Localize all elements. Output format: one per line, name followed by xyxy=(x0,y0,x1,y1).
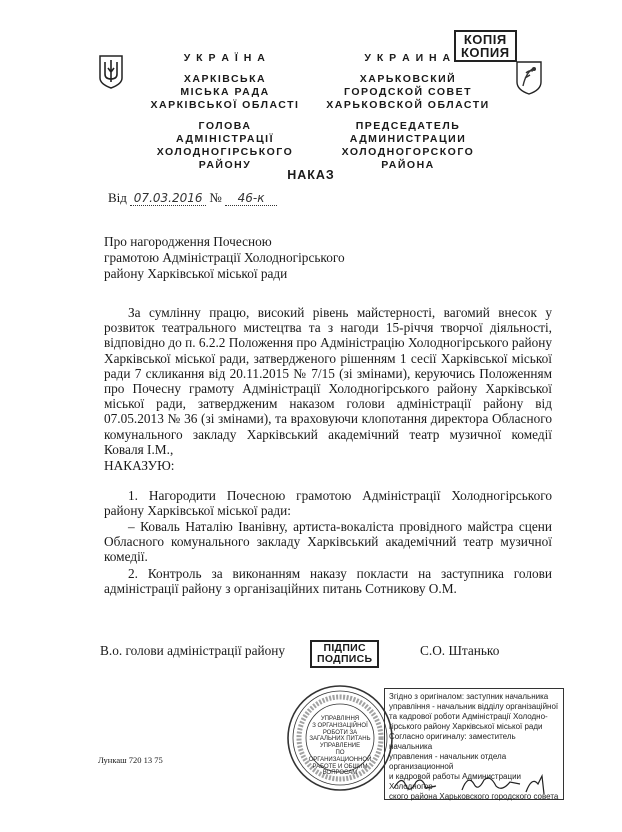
seal-line: УПРАВЛЕНИЕ xyxy=(319,743,361,750)
seal-line: З ОРГАНІЗАЦІЙНОЇ xyxy=(312,722,368,729)
seal-line: РАБОТЕ И ОБЩИМ xyxy=(312,763,368,770)
signature-stamp xyxy=(310,640,379,668)
seal-line: УПРАВЛІННЯ xyxy=(320,716,360,722)
header-right-country: У К Р А И Н А xyxy=(364,52,452,64)
header-left-line3: ХАРКІВСЬКОЇ ОБЛАСТІ xyxy=(150,99,300,111)
certify-line: Согласно оригиналу: заместитель начальника xyxy=(389,732,516,751)
number-label: № xyxy=(209,190,222,205)
order-item-1: 1. Нагородити Почесною грамотою Адміністрації Холодногірського району Харківської міської ради: xyxy=(104,488,552,519)
certify-line: и кадровой работы Администрации Холодногор- xyxy=(389,772,522,791)
copy-stamp xyxy=(454,30,517,62)
header-right xyxy=(318,52,498,172)
signature-stamp-ru: ПОДПИСЬ xyxy=(317,653,373,665)
certify-line: управления - начальник отдела организационной xyxy=(389,752,507,771)
header-left-country: У К Р А Ї Н А xyxy=(183,52,267,64)
certify-line: та кадрової роботи Адміністрації Холодно- xyxy=(389,712,548,721)
subject xyxy=(104,234,345,282)
preamble-paragraph: За сумлінну працю, високий рівень майстерності, вагомий внесок у розвиток театрального мистецтва та з нагоди 15-річчя творчої діяльності, відповідно до п. 6.2.2 Положення про Адміністрацію Холодногірського району Харківської міської ради, затвердженого рішенням 1 сесії Харківської міської ради 7 скликання від 20.11.2015 № 7/15 (зі змінами), керуючись Положенням про Почесну грамоту Адміністрації Холодногірського району Харківської міської ради, затвердженим наказом голови адміністрації району від 07.05.2013 № 36 (зі змінами), та враховуючи клопотання директора Обласного комунального закладу Харківський академічний театр музичної комедії Коваля І.М., xyxy=(104,305,552,457)
subject-line: Про нагородження Почесною xyxy=(104,234,272,249)
order-item-2: 2. Контроль за виконанням наказу покласти на заступника голови адміністрації району з організаційних питань Сотникову О.М. xyxy=(104,566,552,597)
signature-stamp-ua: ПІДПИС xyxy=(323,642,366,654)
executor: Лункаш 720 13 75 xyxy=(98,755,163,765)
header-left-line2: МІСЬКА РАДА xyxy=(180,86,270,98)
seal-line: ПО ОРГАНИЗАЦИОННОЙ xyxy=(308,749,372,763)
header-right-position2: ХОЛОДНОГОРСКОГО РАЙОНА xyxy=(341,146,475,171)
handwritten-signatures xyxy=(392,770,562,798)
coat-of-arms-ukraine-icon xyxy=(98,54,124,90)
kharkiv-emblem-icon xyxy=(514,60,544,96)
copy-stamp-ua: КОПІЯ xyxy=(463,32,507,47)
copy-stamp-ru: КОПИЯ xyxy=(461,45,510,60)
header-left-line1: ХАРКІВСЬКА xyxy=(183,73,267,85)
header-right-position1: ПРЕДСЕДАТЕЛЬ АДМИНИСТРАЦИИ xyxy=(349,120,467,145)
certify-line: гірського району Харківської міської ради xyxy=(389,722,543,731)
number-value: 46-к xyxy=(225,191,277,206)
seal-line: ВОПРОСАМ xyxy=(322,770,358,777)
order-item-1-person: – Коваль Наталію Іванівну, артиста-вокаліста провідного майстра сцени Обласного комунального закладу Харківський академічний театр музичної комедії. xyxy=(104,519,552,565)
certify-line: ского района Харьковского городского совета xyxy=(389,792,559,801)
date-value: 07.03.2016 xyxy=(130,191,206,206)
subject-line: грамотою Адміністрації Холодногірського xyxy=(104,250,345,265)
header-left xyxy=(150,52,300,172)
certify-line: управління - начальник відділу організаційної xyxy=(389,702,559,711)
certify-line: Згідно з оригіналом: заступник начальника xyxy=(389,692,549,701)
signature-position: В.о. голови адміністрації району xyxy=(100,643,286,658)
header-right-line1: ХАРЬКОВСКИЙ xyxy=(359,73,457,85)
date-line xyxy=(108,190,277,206)
header-right-line2: ГОРОДСКОЙ СОВЕТ xyxy=(344,86,472,98)
seal-line: РОБОТИ ЗА xyxy=(322,729,358,736)
seal-center-text xyxy=(306,716,374,777)
subject-line: району Харківської міської ради xyxy=(104,266,288,281)
header-left-position1: ГОЛОВА АДМІНІСТРАЦІЇ xyxy=(176,120,274,145)
order-word: НАКАЗУЮ: xyxy=(104,458,175,473)
signature-name: С.О. Штанько xyxy=(420,643,500,658)
date-prefix: Від xyxy=(108,190,127,205)
header-left-position2: ХОЛОДНОГІРСЬКОГО РАЙОНУ xyxy=(156,146,294,171)
document-title: НАКАЗ xyxy=(287,168,335,182)
header-right-line3: ХАРЬКОВСКОЙ ОБЛАСТИ xyxy=(326,99,490,111)
seal-line: ЗАГАЛЬНИХ ПИТАНЬ xyxy=(309,736,371,743)
